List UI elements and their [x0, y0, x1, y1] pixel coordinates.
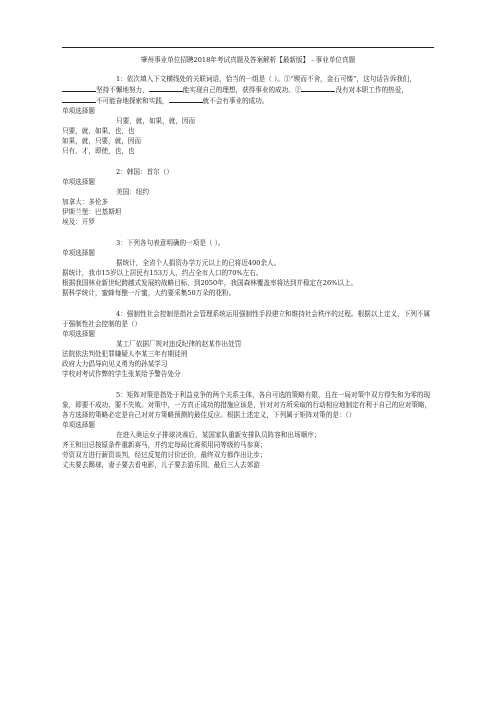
stem-text: 就不会有事业的成功。: [202, 97, 269, 105]
option-d: 只有，才，即使，也，也: [62, 147, 135, 155]
question-1: [62, 74, 434, 156]
answer-blank: [149, 84, 183, 92]
option-c: 如果，就，只要，就，因而: [62, 137, 142, 145]
option-a: 只要，就，如果，就，因而: [116, 117, 196, 125]
option-a: 在进入奥运女子排球决赛后，某国家队重新安排队员阵容和出场顺序；: [116, 431, 321, 439]
question-4: [62, 309, 434, 379]
stem-text: 能实现自己的理想，获得事业的成功。②: [182, 86, 302, 94]
option-c: 根据我国林业新世纪跨越式发展的战略目标，到2050年，我国森林覆盖率将达到并稳定在26%以上。: [62, 279, 358, 287]
question-5: [62, 390, 434, 470]
stem-text: 没有对本职工作的热爱，: [335, 86, 408, 94]
question-stem: 2：韩国：首尔（）: [116, 168, 173, 176]
answer-blank: [62, 84, 96, 92]
option-d: 据科学统计，蜜蜂每酿一斤蜜，大约要采集50万朵的花粉。: [62, 289, 236, 297]
option-a: 某工厂依据厂规对违反纪律的赵某作出处罚: [116, 340, 242, 348]
stem-text: 1：依次填入下文横线处的关联词语，恰当的一组是（ ）。①“锲而不舍，金石可镂”，这句话告诉我们，: [116, 75, 416, 83]
option-b: 据统计，我市15岁以上居民有153万人，约占全市人口的70%左右。: [62, 269, 263, 277]
question-stem: 4：强制性社会控制是指社会管理系统运用强制性手段建立和维持社会秩序的过程。根据以上定义，下列不属于强制性社会控制的是（）: [62, 310, 431, 328]
option-c: 劳资双方进行薪资谈判，经过反复的讨价还价，最终双方都作出让步；: [62, 451, 267, 459]
question-stem: [62, 74, 434, 106]
question-type-label: 单项选择题: [62, 178, 95, 186]
option-a: 美国：纽约: [116, 188, 149, 196]
option-b: 只要，就，如果，也，也: [62, 127, 135, 135]
answer-blank: [301, 84, 335, 92]
option-b: 齐王和田忌按原条件重新赛马，并约定每局比赛须用同等级的马参赛；: [62, 441, 267, 449]
document-content: [62, 74, 434, 470]
option-d: 学校对考试作弊的学生张某给予警告处分: [62, 370, 181, 378]
question-stem: 3：下列各句表意明确的一项是（ ）。: [116, 239, 225, 247]
header-rule: [62, 47, 434, 48]
option-d: 埃及：开罗: [62, 218, 95, 226]
answer-blank: [62, 95, 96, 103]
question-stem: 5：矩阵对策是指处于利益竞争的两个关系主体，各自可选的策略有限，且在一局对策中双方得失和为零的现象，即要不成功、要不失败。对策中，一方真正成功的措施应该是，针对对方所采取的行动相应地制定有利于自己的应对策略，各方选择的策略必定是自己对对方策略预测的最佳反应。根据上述定义，下列属于矩阵对策的是：（）: [62, 391, 432, 419]
document-title: 肇州事业单位招聘2018年考试真题及答案解析【最新版】 - 事业单位真题: [140, 56, 356, 64]
question-type-label: 单项选择题: [62, 421, 95, 429]
question-2: [62, 167, 434, 227]
stem-text: 坚持不懈地努力，: [96, 86, 149, 94]
option-c: 伊斯兰堡：巴基斯坦: [62, 208, 122, 216]
question-type-label: 单项选择题: [62, 249, 95, 257]
option-b: 加拿大：多伦多: [62, 198, 109, 206]
option-b: 法院依法判处犯罪嫌疑人李某三年有期徒刑: [62, 350, 188, 358]
question-3: [62, 238, 434, 298]
option-c: 政府大力倡导向见义勇为的孙某学习: [62, 360, 168, 368]
option-d: 丈夫要去踢球，妻子要去看电影，儿子要去游乐园，最后三人去郊游: [62, 461, 260, 469]
question-type-label: 单项选择题: [62, 107, 95, 115]
option-a: 据统计，全省个人捐资办学万元以上的已将近400余人。: [116, 259, 281, 267]
answer-blank: [169, 95, 203, 103]
question-type-label: 单项选择题: [62, 330, 95, 338]
stem-text: 不可能奋地探索和实践，: [96, 97, 169, 105]
